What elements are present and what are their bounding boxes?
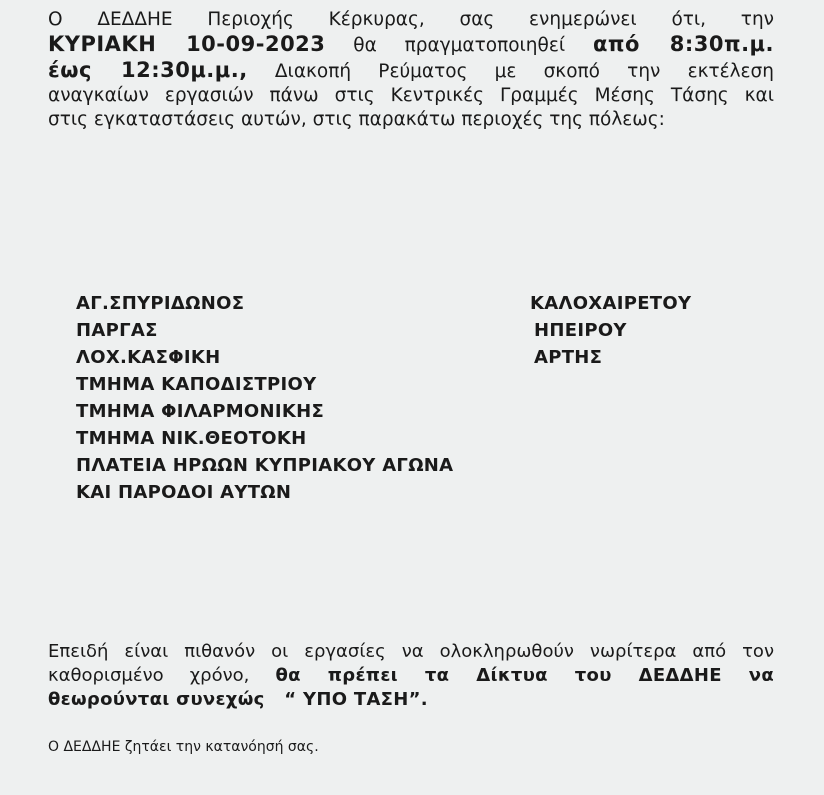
area-item: ΠΛΑΤΕΙΑ ΗΡΩΩΝ ΚΥΠΡΙΑΚΟΥ ΑΓΩΝΑ [76,455,454,476]
note-paragraph [48,640,774,712]
area-item: ΗΠΕΙΡΟΥ [534,320,627,341]
note-line-2-bold: θα πρέπει τα Δίκτυα του ΔΕΔΔΗΕ να [275,665,774,686]
intro-line-3-text: Διακοπή Ρεύματος με σκοπό την εκτέλεση [274,61,775,82]
areas-list-right [530,290,691,371]
intro-paragraph [48,8,774,132]
note-line-2-text: καθορισμένο χρόνο, [48,665,250,686]
area-item: ΠΑΡΓΑΣ [76,320,158,341]
intro-line-2 [48,32,774,58]
area-item: ΚΑΛΟΧΑΙΡΕΤΟΥ [530,293,692,314]
closing-line: Ο ΔΕΔΔΗΕ ζητάει την κατανόησή σας. [48,739,319,755]
outage-end-time: έως 12:30μ.μ., [48,58,248,82]
under-voltage-warning: θεωρούνται συνεχώς “ ΥΠΟ ΤΑΣΗ”. [48,689,428,710]
outage-start-time: από 8:30π.μ. [592,32,774,56]
intro-line-2-text: θα πραγματοποιηθεί [353,35,566,56]
note-line-1: Επειδή είναι πιθανόν οι εργασίες να ολοκληρωθούν νωρίτερα από τον [48,641,774,662]
areas-list-left [76,290,453,506]
area-item: ΤΜΗΜΑ ΦΙΛΑΡΜΟΝΙΚΗΣ [76,401,325,422]
area-item: ΑΓ.ΣΠΥΡΙΔΩΝΟΣ [76,293,245,314]
outage-date: ΚΥΡΙΑΚΗ 10-09-2023 [48,32,326,56]
intro-line-1: Ο ΔΕΔΔΗΕ Περιοχής Κέρκυρας, σας ενημερώνει ότι, την [48,9,774,30]
intro-line-3 [48,58,774,84]
note-line-2 [48,664,774,688]
intro-line-5: στις εγκαταστάσεις αυτών, στις παρακάτω περιοχές της πόλεως: [48,109,665,130]
area-item: ΛΟΧ.ΚΑΣΦΙΚΗ [76,347,221,368]
area-item: ΚΑΙ ΠΑΡΟΔΟΙ ΑΥΤΩΝ [76,482,292,503]
note-line-3 [48,688,774,712]
area-item: ΤΜΗΜΑ ΝΙΚ.ΘΕΟΤΟΚΗ [76,428,307,449]
area-item: ΑΡΤΗΣ [534,347,603,368]
area-item: ΤΜΗΜΑ ΚΑΠΟΔΙΣΤΡΙΟΥ [76,374,317,395]
intro-line-4: αναγκαίων εργασιών πάνω στις Κεντρικές Γραμμές Μέσης Τάσης και [48,85,774,106]
